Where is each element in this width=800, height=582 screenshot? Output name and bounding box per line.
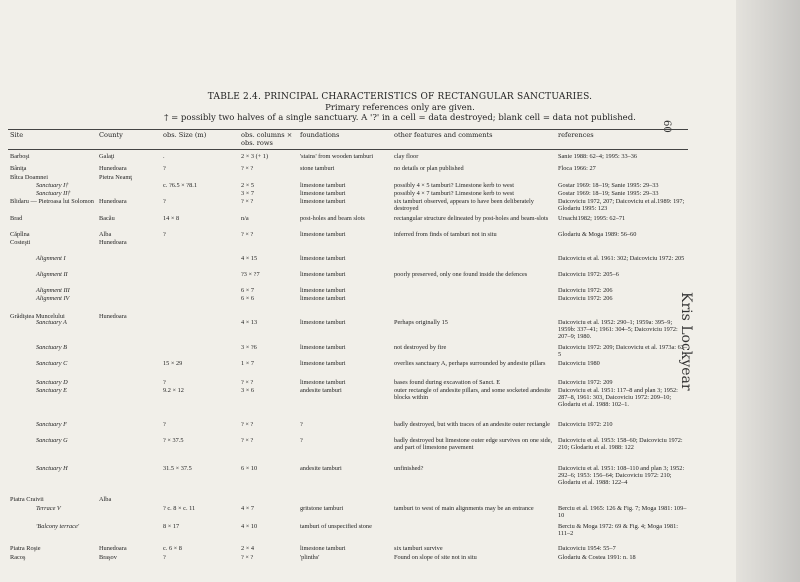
- cell-size: .: [163, 153, 165, 160]
- cell-size: ?: [163, 554, 166, 561]
- cell-foundations: post-holes and beam slots: [300, 215, 365, 222]
- cell-site: Sanctuary II†: [36, 190, 71, 197]
- cell-columns-rows: 6 × 10: [241, 465, 258, 472]
- cell-size: ?: [163, 198, 166, 205]
- header-references: references: [558, 131, 594, 139]
- cell-county: Bacău: [99, 215, 115, 222]
- cell-foundations: tamburi of unspecified stone: [300, 523, 372, 530]
- cell-site: Sanctuary I†: [36, 182, 69, 189]
- cell-other-features: Perhaps originally 15: [394, 319, 448, 326]
- cell-columns-rows: n/a: [241, 215, 249, 222]
- cell-foundations: limestone tamburi: [300, 545, 346, 552]
- cell-size: c. 6 × 8: [163, 545, 182, 552]
- cell-other-features: not destroyed by fire: [394, 344, 447, 351]
- cell-site: Sanctuary C: [36, 360, 68, 367]
- header-size: obs. Size (m): [163, 131, 207, 139]
- cell-site: Sanctuary A: [36, 319, 67, 326]
- cell-references: Daicoviciu 1972: 205–6: [558, 271, 619, 278]
- cell-county: Hunedoara: [99, 313, 127, 320]
- cell-columns-rows: 4 × 13: [241, 319, 258, 326]
- author-running-head: Kris Lockyear: [678, 292, 694, 391]
- cell-references: Daicoviciu 1980: [558, 360, 600, 367]
- cell-foundations: 'plinths': [300, 554, 320, 561]
- cell-columns-rows: ? × ?: [241, 198, 254, 205]
- table-top-rule: [8, 129, 688, 130]
- cell-columns-rows: ?3 × ?7: [241, 271, 260, 278]
- cell-foundations: limestone tamburi: [300, 344, 346, 351]
- cell-references: Ursachi1982; 1995: 62–71: [558, 215, 626, 222]
- cell-references: Gostar 1969: 18–19; Sanie 1995: 29–33: [558, 182, 659, 189]
- cell-site: Racoş: [10, 554, 26, 561]
- cell-columns-rows: ? × ?: [241, 379, 254, 386]
- cell-other-features: poorly preserved, only one found inside the defences: [394, 271, 528, 278]
- cell-site: Grădiştea Muncelului: [10, 313, 65, 320]
- cell-county: Alba: [99, 231, 112, 238]
- cell-site: Piatra Roşie: [10, 545, 41, 552]
- cell-county: Pietra Neamţ: [99, 174, 133, 181]
- cell-references: Daicoviciu 1972: 210: [558, 421, 613, 428]
- cell-size: ?: [163, 165, 166, 172]
- cell-other-features: rectangular structure delineated by post-holes and beam-slots: [394, 215, 549, 222]
- cell-columns-rows: 2 × 5: [241, 182, 254, 189]
- cell-county: Hunedoara: [99, 165, 127, 172]
- cell-columns-rows: 2 × 3 (+ 1): [241, 153, 269, 160]
- cell-references: Daicoviciu 1972, 207; Daicoviciu et al.1989: 197; Glodariu 1995: 123: [558, 198, 685, 213]
- cell-county: Hunedoara: [99, 239, 127, 246]
- cell-references: Daicoviciu 1972: 209: [558, 379, 613, 386]
- cell-other-features: badly destroyed, but with traces of an andesite outer rectangle: [394, 421, 550, 428]
- cell-references: Daicoviciu et al. 1952: 290–1; 1959a: 395–9; 1959b: 337–41; 1961: 304–5; Daicoviciu 1972: 207–9; 1980.: [558, 319, 678, 341]
- cell-references: Daicoviciu et al. 1953: 158–60; Daicoviciu 1972: 210; Glodariu et al. 1988: 122: [558, 437, 683, 452]
- cell-foundations: gritstone tamburi: [300, 505, 344, 512]
- cell-columns-rows: 2 × 4: [241, 545, 254, 552]
- cell-size: 31.5 × 37.5: [163, 465, 192, 472]
- cell-other-features: outer rectangle of andesite pillars, and some socketed andesite blocks within: [394, 387, 551, 402]
- table-header-rule: [8, 149, 688, 150]
- cell-columns-rows: ? × ?: [241, 165, 254, 172]
- cell-columns-rows: 4 × 10: [241, 523, 258, 530]
- cell-foundations: andesite tamburi: [300, 387, 342, 394]
- table-subtitle: Primary references only are given.: [325, 103, 475, 113]
- cell-references: Gostar 1969: 18–19; Sanie 1995: 29–33: [558, 190, 659, 197]
- table-legend: † = possibly two halves of a single sanctuary. A '?' in a cell = data destroyed; blank cell = data not published.: [164, 113, 636, 123]
- cell-site: Bâniţa: [10, 165, 27, 172]
- cell-other-features: clay floor: [394, 153, 419, 160]
- cell-columns-rows: 1 × 7: [241, 360, 254, 367]
- cell-foundations: limestone tamburi: [300, 182, 346, 189]
- cell-columns-rows: ? × ?: [241, 231, 254, 238]
- cell-site: Blidaru — Pietroasa lui Solomon: [10, 198, 94, 205]
- cell-columns-rows: 4 × 7: [241, 505, 254, 512]
- cell-references: Daicoviciu 1972: 206: [558, 287, 613, 294]
- page-edge-shadow: [736, 0, 800, 582]
- cell-foundations: limestone tamburi: [300, 231, 346, 238]
- cell-other-features: inferred from finds of tamburi not in situ: [394, 231, 497, 238]
- cell-county: Hunedoara: [99, 198, 127, 205]
- page-number: 60: [661, 120, 672, 133]
- cell-size: ? × 37.5: [163, 437, 184, 444]
- cell-columns-rows: ? × ?: [241, 421, 254, 428]
- cell-size: 9.2 × 12: [163, 387, 184, 394]
- cell-other-features: six tamburi survive: [394, 545, 443, 552]
- cell-columns-rows: ? × ?: [241, 554, 254, 561]
- cell-columns-rows: 6 × 6: [241, 295, 254, 302]
- cell-size: ?: [163, 421, 166, 428]
- cell-other-features: possibly 4 × 7 tamburi? Limestone kerb to west: [394, 190, 515, 197]
- cell-columns-rows: 3 × ?6: [241, 344, 257, 351]
- cell-size: 15 × 29: [163, 360, 183, 367]
- cell-foundations: ?: [300, 437, 303, 444]
- cell-site: Sanctuary B: [36, 344, 67, 351]
- cell-foundations: limestone tamburi: [300, 360, 346, 367]
- header-columns-rows: obs. columns × obs. rows: [241, 131, 293, 147]
- cell-site: Alignment III: [36, 287, 70, 294]
- cell-county: Galaţi: [99, 153, 115, 160]
- cell-site: Barboşi: [10, 153, 30, 160]
- cell-site: Sanctuary G: [36, 437, 68, 444]
- cell-references: Daicoviciu et al. 1951: 117–8 and plan 3; 1952: 287–8, 1961: 303, Daicoviciu 1972: 209–10; Glodariu et al. 1988: 102–1.: [558, 387, 678, 409]
- cell-references: Berciu & Moga 1972: 69 & Fig. 4; Moga 1981: 111–2: [558, 523, 678, 538]
- cell-foundations: ?: [300, 421, 303, 428]
- cell-references: Daicoviciu et al. 1951: 108–110 and plan 3; 1952: 292–6; 1953: 156–64; Daicoviciu 1972: 210; Glodariu et al. 1988: 122–4: [558, 465, 685, 487]
- header-other-features: other features and comments: [394, 131, 493, 139]
- cell-county: Alba: [99, 496, 112, 503]
- cell-columns-rows: 3 × 7: [241, 190, 254, 197]
- cell-references: Daicoviciu 1972: 209; Daicoviciu et al. 1973a: 63–5: [558, 344, 688, 359]
- cell-references: Daicoviciu 1972: 206: [558, 295, 613, 302]
- cell-size: 14 × 8: [163, 215, 180, 222]
- cell-size: c. ?6.5 × ?8.1: [163, 182, 197, 189]
- cell-site: Terrace V: [36, 505, 61, 512]
- cell-columns-rows: 3 × 6: [241, 387, 254, 394]
- cell-site: Sanctuary H: [36, 465, 68, 472]
- cell-foundations: limestone tamburi: [300, 190, 346, 197]
- header-foundations: foundations: [300, 131, 340, 139]
- cell-foundations: limestone tamburi: [300, 255, 346, 262]
- cell-references: Daicoviciu et al. 1961: 302; Daicoviciu 1972: 205: [558, 255, 685, 262]
- cell-other-features: no details or plan published: [394, 165, 464, 172]
- cell-references: Glodariu & Costea 1991: n. 18: [558, 554, 636, 561]
- header-site: Site: [10, 131, 24, 139]
- cell-site: Brad: [10, 215, 23, 222]
- cell-other-features: six tamburi observed, appears to have been deliberately destroyed: [394, 198, 534, 213]
- cell-foundations: limestone tamburi: [300, 319, 346, 326]
- cell-references: Sanie 1988: 62–4; 1995: 33–36: [558, 153, 638, 160]
- cell-site: Alignment II: [36, 271, 68, 278]
- cell-site: Costeşti: [10, 239, 31, 246]
- cell-columns-rows: 6 × 7: [241, 287, 254, 294]
- cell-other-features: Found on slope of site not in situ: [394, 554, 477, 561]
- cell-site: Sanctuary F: [36, 421, 67, 428]
- cell-site: 'Balcony terrace': [36, 523, 80, 530]
- cell-size: ? c. 8 × c. 11: [163, 505, 196, 512]
- cell-foundations: stone tamburi: [300, 165, 335, 172]
- table-title: TABLE 2.4. PRINCIPAL CHARACTERISTICS OF RECTANGULAR SANCTUARIES.: [207, 92, 593, 102]
- cell-county: Hunedoara: [99, 545, 127, 552]
- cell-foundations: limestone tamburi: [300, 379, 346, 386]
- cell-other-features: tamburi to west of main alignments may be an entrance: [394, 505, 534, 512]
- cell-site: Sanctuary E: [36, 387, 67, 394]
- cell-other-features: possibly 4 × 5 tamburi? Limestone kerb to west: [394, 182, 515, 189]
- cell-other-features: bases found during excavation of Sanct. E: [394, 379, 501, 386]
- cell-foundations: 'stains' from wooden tamburi: [300, 153, 374, 160]
- cell-site: Sanctuary D: [36, 379, 68, 386]
- cell-size: 8 × 17: [163, 523, 180, 530]
- cell-references: Floca 1966: 27: [558, 165, 596, 172]
- cell-foundations: limestone tamburi: [300, 287, 346, 294]
- cell-columns-rows: 4 × 15: [241, 255, 258, 262]
- cell-foundations: limestone tamburi: [300, 295, 346, 302]
- cell-site: Alignment I: [36, 255, 66, 262]
- cell-site: Alignment IV: [36, 295, 70, 302]
- cell-foundations: limestone tamburi: [300, 271, 346, 278]
- cell-county: Braşov: [99, 554, 117, 561]
- cell-site: Căpîlna: [10, 231, 30, 238]
- cell-references: Glodariu & Moga 1989: 56–60: [558, 231, 637, 238]
- cell-foundations: limestone tamburi: [300, 198, 346, 205]
- cell-other-features: overlies sanctuary A, perhaps surrounded by andesite pillars: [394, 360, 546, 367]
- header-county: County: [99, 131, 123, 139]
- cell-size: ?: [163, 379, 166, 386]
- cell-references: Berciu et al. 1965: 126 & Fig. 7; Moga 1981: 109–10: [558, 505, 687, 520]
- cell-other-features: badly destroyed but limestone outer edge survives on one side, and part of limestone pavement: [394, 437, 553, 452]
- cell-site: Bîtca Doamnei: [10, 174, 48, 181]
- cell-other-features: unfinished?: [394, 465, 424, 472]
- cell-site: Piatra Craivii: [10, 496, 44, 503]
- cell-foundations: andesite tamburi: [300, 465, 342, 472]
- cell-references: Daicoviciu 1954: 55–7: [558, 545, 616, 552]
- cell-size: ?: [163, 231, 166, 238]
- cell-columns-rows: ? × ?: [241, 437, 254, 444]
